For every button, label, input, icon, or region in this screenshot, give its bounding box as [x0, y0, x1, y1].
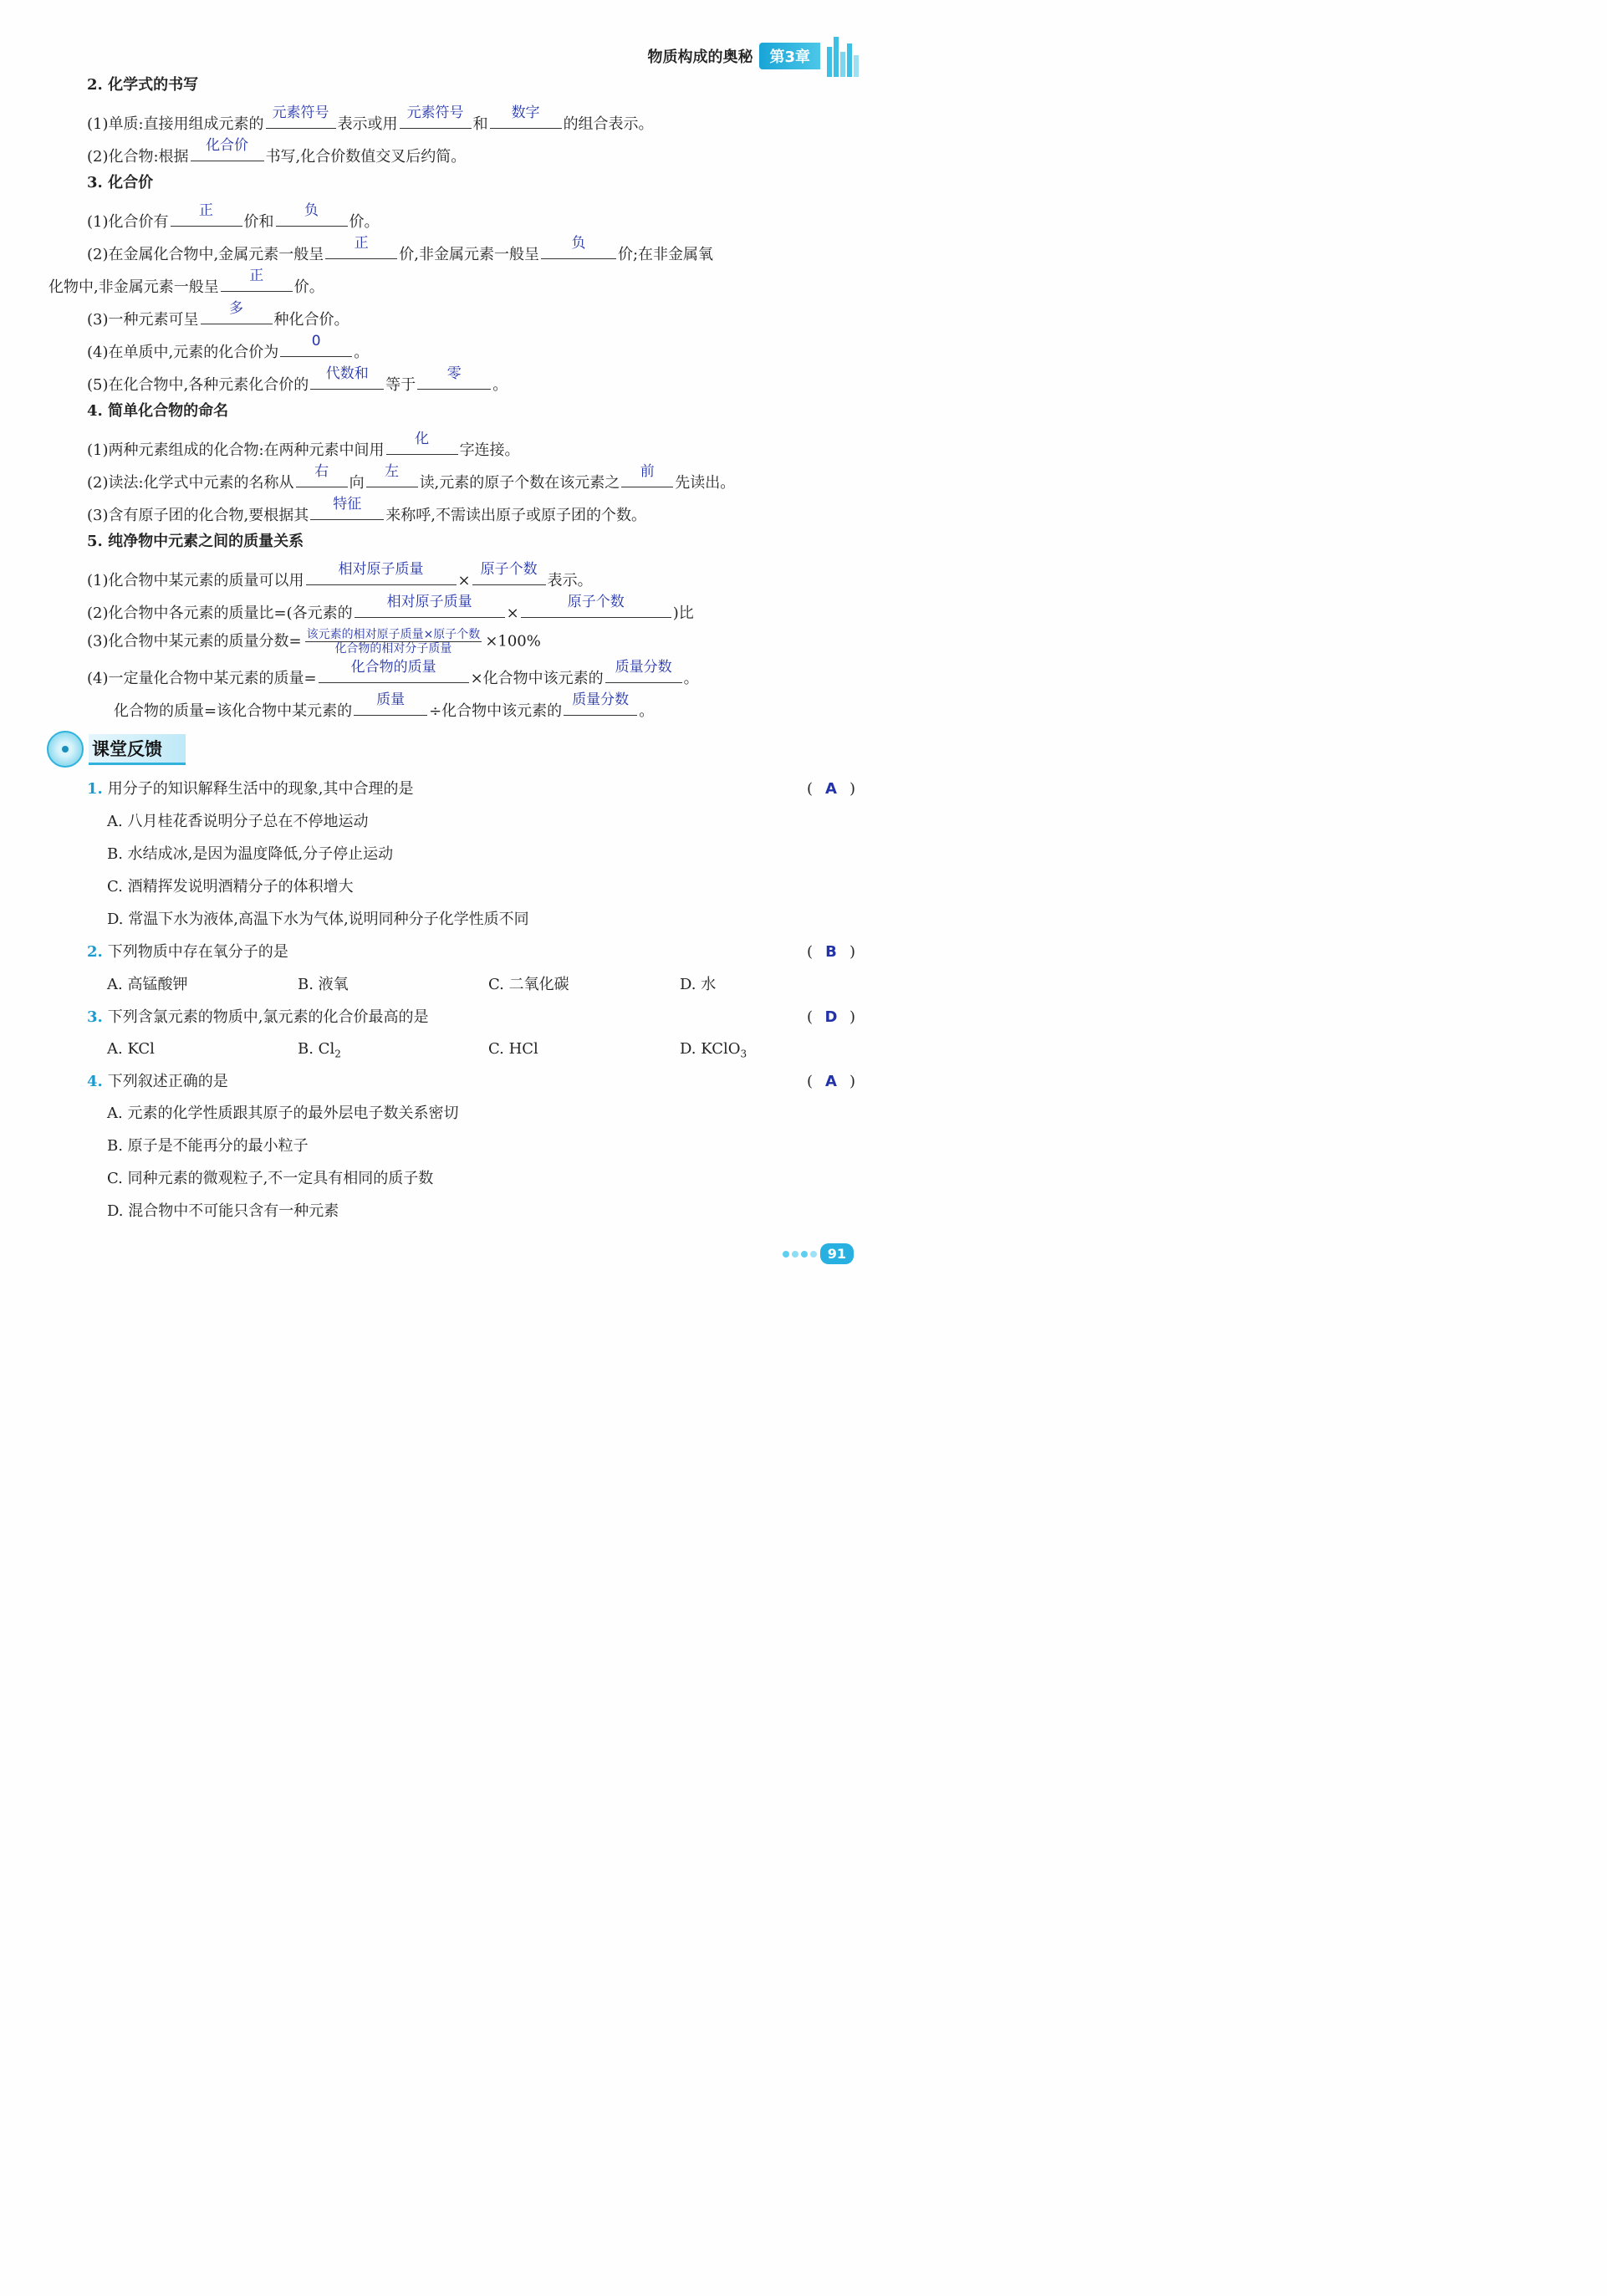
question-text: 下列含氯元素的物质中,氯元素的化合价最高的是	[107, 1008, 429, 1026]
subscript: 2	[334, 1048, 341, 1060]
s3-line-4	[87, 333, 370, 363]
question-2-answer-box	[807, 942, 855, 962]
question-number: 3.	[87, 1008, 103, 1026]
answer-blank	[605, 659, 682, 683]
text: 表示或用	[337, 115, 398, 133]
fraction-numerator: 该元素的相对原子质量×原子个数	[306, 628, 481, 641]
text: 的组合表示。	[563, 115, 654, 133]
answer-blank	[296, 463, 348, 487]
answer: 化	[415, 431, 430, 447]
text: (2)化合物:根据	[87, 148, 189, 166]
text: )比	[672, 605, 694, 622]
text: 种化合价。	[273, 311, 349, 329]
answer: 原子个数	[480, 561, 538, 578]
books-icon	[827, 35, 859, 77]
option: A. 高锰酸钾	[107, 976, 188, 993]
s3-line-2b	[48, 268, 324, 298]
s3-line-2	[87, 235, 714, 265]
s3-line-3	[87, 300, 349, 330]
text: ÷化合物中该元素的	[429, 702, 563, 720]
answer-blank	[276, 202, 348, 227]
text: )	[849, 1008, 855, 1026]
text: (3)含有原子团的化合物,要根据其	[87, 507, 309, 524]
s5-line-5	[114, 691, 655, 722]
page-header	[647, 35, 859, 77]
answer: 特征	[333, 496, 362, 513]
question-3	[87, 1008, 429, 1028]
answer-blank	[564, 691, 637, 716]
answer-blank	[490, 105, 562, 129]
molecule-dots-icon	[783, 1251, 817, 1258]
section-title: 纯净物中元素之间的质量关系	[108, 533, 304, 550]
answer-blank	[221, 268, 293, 292]
text: 。	[683, 670, 699, 687]
answer-blank	[310, 496, 384, 520]
text: (1)两种元素组成的化合物:在两种元素中间用	[87, 441, 385, 459]
text: (1)化合价有	[87, 213, 169, 231]
section-number: 3.	[87, 174, 103, 191]
text: 表示。	[547, 572, 593, 589]
answer-blank	[472, 561, 546, 585]
answer: 正	[249, 268, 264, 284]
option-text: B. Cl	[298, 1040, 335, 1058]
answer: 多	[229, 300, 243, 317]
s5-line-3	[87, 628, 541, 656]
question-text: 下列叙述正确的是	[107, 1073, 228, 1090]
text: (	[806, 1073, 813, 1090]
text: 化物中,非金属元素一般呈	[48, 278, 219, 296]
text: (3)化合物中某元素的质量分数=	[87, 632, 302, 651]
s5-line-4	[87, 659, 699, 689]
feedback-section-title	[47, 731, 186, 768]
option	[298, 1039, 341, 1064]
text: 价和	[243, 213, 274, 231]
question-number: 4.	[87, 1073, 103, 1090]
text: (2)读法:化学式中元素的名称从	[87, 474, 294, 492]
chapter-name: 物质构成的奥秘	[647, 48, 753, 66]
answer: 负	[304, 202, 319, 219]
answer: 质量分数	[572, 691, 630, 708]
option: C. 同种元素的微观粒子,不一定具有相同的质子数	[107, 1170, 434, 1187]
text: ×	[457, 572, 471, 589]
answer-blank	[319, 659, 469, 683]
question-3-answer-box	[807, 1008, 855, 1028]
atom-icon	[47, 731, 84, 768]
answer-blank	[171, 202, 242, 227]
option: B. 原子是不能再分的最小粒子	[107, 1137, 309, 1155]
question-1	[87, 779, 414, 799]
text: 。	[639, 702, 655, 720]
answer-blank	[355, 594, 505, 618]
answer-blank	[201, 300, 273, 324]
option	[680, 1039, 747, 1064]
option: B. 水结成冰,是因为温度降低,分子停止运动	[107, 845, 394, 863]
answer-blank	[266, 105, 336, 129]
answer: 元素符号	[406, 105, 464, 121]
answer: 代数和	[325, 365, 369, 382]
fraction-denominator: 化合物的相对分子质量	[334, 642, 452, 656]
page-number-text: 91	[820, 1243, 854, 1264]
answer: 右	[314, 463, 329, 480]
s2-line-1	[87, 105, 654, 135]
text: )	[849, 943, 855, 961]
answer: 0	[311, 333, 321, 350]
question-2	[87, 942, 288, 962]
answer-blank	[386, 431, 458, 455]
page-number	[783, 1243, 854, 1264]
answer: 正	[199, 202, 213, 219]
answer-blank	[325, 235, 397, 259]
section-title: 课堂反馈	[89, 734, 186, 765]
answer-blank	[521, 594, 671, 618]
text: 先读出。	[675, 474, 736, 492]
answer-blank	[541, 235, 616, 259]
text: 。	[492, 376, 508, 394]
option: D. 水	[680, 976, 717, 993]
question-text: 用分子的知识解释生活中的现象,其中合理的是	[107, 780, 414, 798]
s2-line-2	[87, 137, 467, 167]
question-4-answer-box	[807, 1072, 855, 1092]
text: (1)化合物中某元素的质量可以用	[87, 572, 304, 589]
answer: 前	[640, 463, 655, 480]
section-2-heading	[87, 75, 198, 95]
text: 和	[472, 115, 488, 133]
s4-line-3	[87, 496, 646, 526]
text: 价。	[293, 278, 324, 296]
option: D. 混合物中不可能只含有一种元素	[107, 1202, 339, 1220]
option: A. 八月桂花香说明分子总在不停地运动	[107, 813, 369, 830]
text: 等于	[385, 376, 416, 394]
answer-blank	[400, 105, 472, 129]
option: C. 酒精挥发说明酒精分子的体积增大	[107, 878, 354, 895]
text: (1)单质:直接用组成元素的	[87, 115, 264, 133]
s5-line-2	[87, 594, 694, 624]
section-5-heading	[87, 532, 304, 552]
text: )	[849, 1073, 855, 1090]
answer-blank	[354, 691, 427, 716]
subscript: 3	[740, 1048, 747, 1060]
question-number: 2.	[87, 943, 103, 961]
option: D. 常温下水为液体,高温下水为气体,说明同种分子化学性质不同	[107, 911, 529, 928]
text: 来称呼,不需读出原子或原子团的个数。	[385, 507, 646, 524]
question-text: 下列物质中存在氧分子的是	[107, 943, 288, 961]
option: C. HCl	[488, 1040, 538, 1058]
answer: B	[825, 943, 837, 961]
chapter-badge: 第3章	[759, 43, 820, 69]
text: 价;在非金属氧	[617, 246, 714, 263]
option: B. 液氧	[298, 976, 349, 993]
text: 书写,化合价数值交叉后约简。	[265, 148, 467, 166]
answer: 零	[446, 365, 462, 382]
section-title: 简单化合物的命名	[108, 402, 229, 420]
section-number: 2.	[87, 76, 103, 94]
text: 化合物的质量=该化合物中某元素的	[114, 702, 353, 720]
mass-fraction-formula	[305, 628, 482, 656]
answer: 相对原子质量	[386, 594, 472, 610]
s5-line-1	[87, 561, 593, 591]
option: C. 二氧化碳	[488, 976, 569, 993]
text: (2)在金属化合物中,金属元素一般呈	[87, 246, 324, 263]
section-3-heading	[87, 173, 153, 193]
s3-line-1	[87, 202, 380, 232]
text: 读,元素的原子个数在该元素之	[419, 474, 620, 492]
answer: 左	[385, 463, 400, 480]
option-text: D. KClO	[680, 1040, 741, 1058]
answer: 化合价	[206, 137, 249, 154]
text: (	[806, 780, 813, 798]
option: A. KCl	[107, 1040, 155, 1058]
option: A. 元素的化学性质跟其原子的最外层电子数关系密切	[107, 1105, 459, 1122]
text: )	[849, 780, 855, 798]
s4-line-2	[87, 463, 736, 493]
answer: 相对原子质量	[338, 561, 424, 578]
s4-line-1	[87, 431, 520, 461]
text: (4)一定量化合物中某元素的质量=	[87, 670, 317, 687]
text: (3)一种元素可呈	[87, 311, 199, 329]
answer: 数字	[511, 105, 540, 121]
answer: 原子个数	[567, 594, 625, 610]
question-4	[87, 1072, 228, 1092]
text: (5)在化合物中,各种元素化合价的	[87, 376, 309, 394]
s3-line-5	[87, 365, 508, 395]
text: ×化合物中该元素的	[470, 670, 604, 687]
question-number: 1.	[87, 780, 103, 798]
question-1-answer-box	[807, 779, 855, 799]
answer: 质量	[376, 691, 406, 708]
section-title: 化学式的书写	[108, 76, 199, 94]
answer-blank	[191, 137, 264, 161]
section-number: 4.	[87, 402, 103, 420]
answer-blank	[621, 463, 673, 487]
answer-blank	[280, 333, 352, 357]
text: (	[806, 943, 813, 961]
text: 。	[354, 344, 370, 361]
text: 价,非金属元素一般呈	[399, 246, 539, 263]
text: ×100%	[485, 632, 541, 651]
text: 字连接。	[459, 441, 520, 459]
answer-blank	[310, 365, 384, 390]
section-title: 化合价	[108, 174, 154, 191]
answer-blank	[417, 365, 491, 390]
answer: D	[824, 1008, 838, 1026]
answer-blank	[306, 561, 457, 585]
answer: A	[825, 1073, 837, 1090]
answer: 元素符号	[272, 105, 329, 121]
section-number: 5.	[87, 533, 103, 550]
answer: 负	[571, 235, 586, 252]
text: (2)化合物中各元素的质量比=(各元素的	[87, 605, 353, 622]
text: ×	[506, 605, 519, 622]
text: (	[806, 1008, 813, 1026]
text: 向	[349, 474, 365, 492]
answer: 正	[354, 235, 369, 252]
section-4-heading	[87, 401, 228, 421]
text: (4)在单质中,元素的化合价为	[87, 344, 279, 361]
answer: 质量分数	[615, 659, 672, 676]
answer: 化合物的质量	[350, 659, 436, 676]
answer: A	[825, 780, 837, 798]
text: 价。	[349, 213, 380, 231]
answer-blank	[366, 463, 418, 487]
